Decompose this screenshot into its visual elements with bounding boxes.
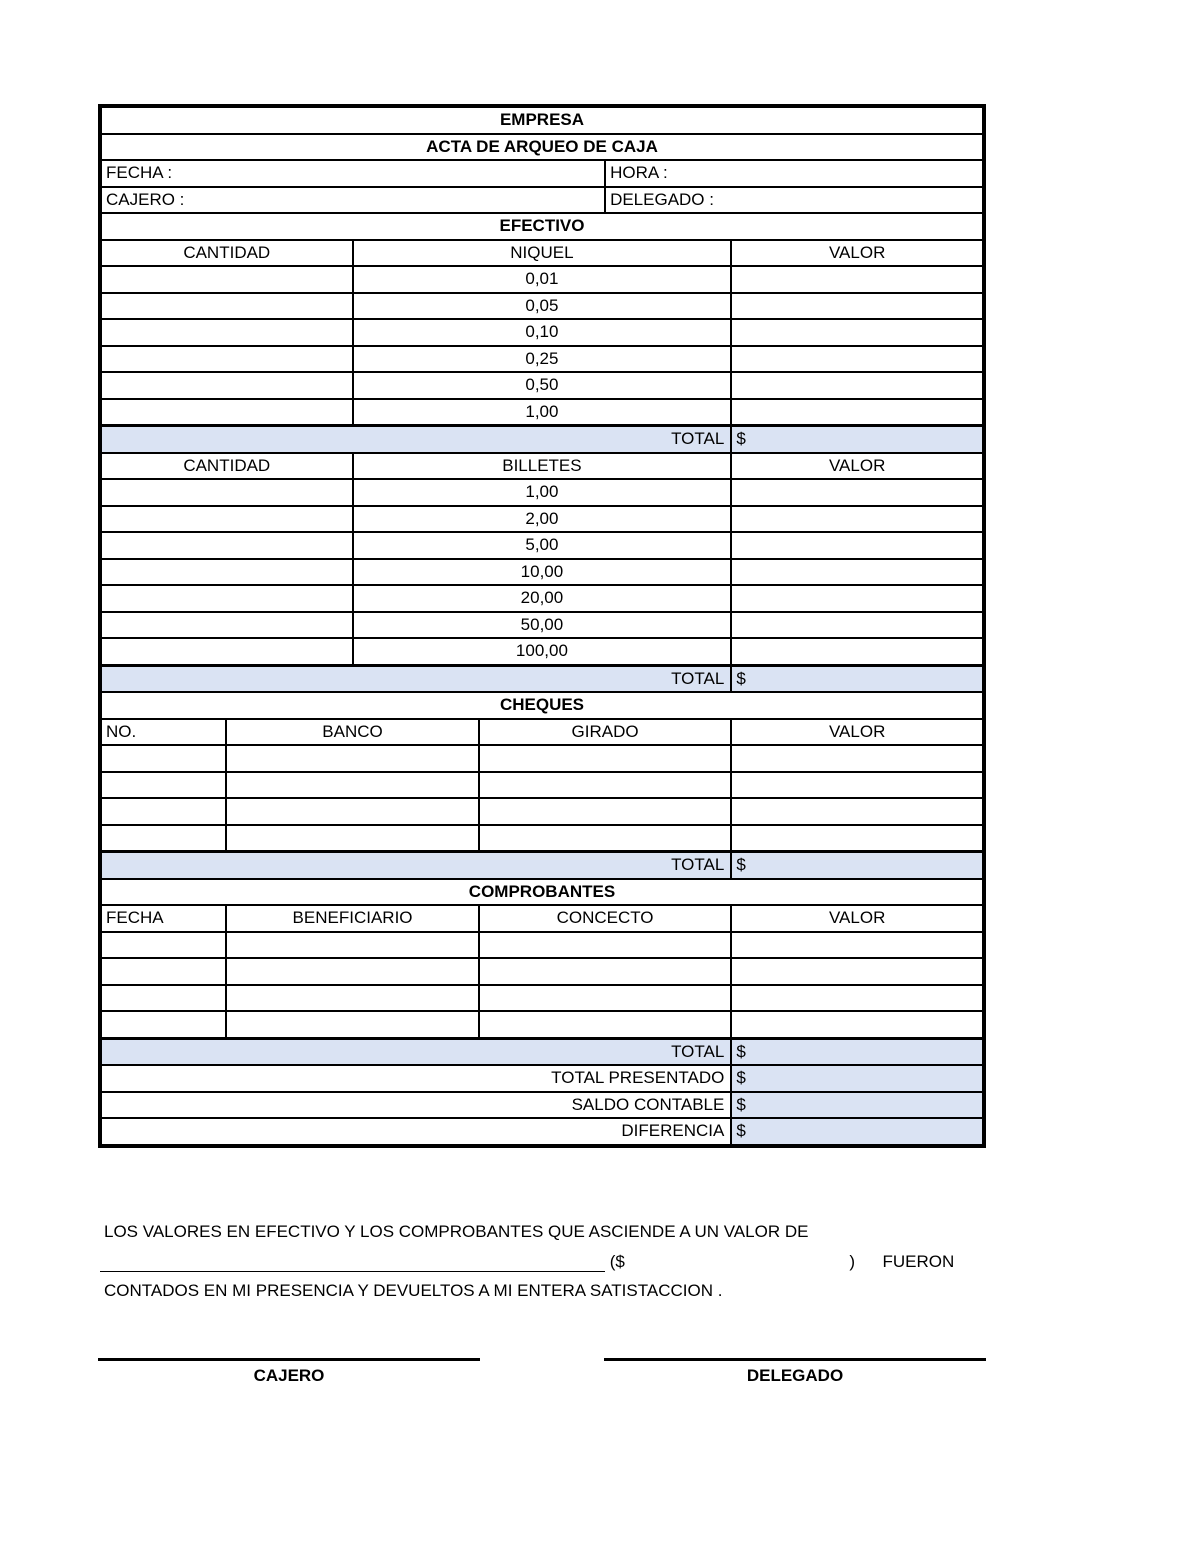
cheque-value-cell[interactable] bbox=[731, 825, 984, 852]
bills-header-quantity: CANTIDAD bbox=[100, 453, 353, 480]
bill-value-cell[interactable] bbox=[731, 585, 984, 612]
voucher-date-cell[interactable] bbox=[100, 985, 226, 1012]
voucher-beneficiary-cell[interactable] bbox=[226, 932, 479, 959]
cashier-signature-label: CAJERO bbox=[253, 1366, 325, 1385]
vouchers-header-value: VALOR bbox=[731, 905, 984, 932]
voucher-date-cell[interactable] bbox=[100, 958, 226, 985]
date-label: FECHA : bbox=[106, 163, 173, 183]
company-name: EMPRESA bbox=[100, 106, 984, 134]
delegate-signature-line[interactable] bbox=[604, 1358, 986, 1361]
voucher-beneficiary-cell[interactable] bbox=[226, 1011, 479, 1038]
cheque-value-cell[interactable] bbox=[731, 772, 984, 799]
coin-denomination: 0,50 bbox=[353, 372, 732, 399]
total-presented-amount[interactable]: $ bbox=[731, 1065, 984, 1092]
voucher-beneficiary-cell[interactable] bbox=[226, 985, 479, 1012]
section-title-comprobantes: COMPROBANTES bbox=[100, 879, 984, 906]
coins-header-denomination: NIQUEL bbox=[353, 240, 732, 267]
cashier-label: CAJERO : bbox=[106, 189, 185, 209]
bill-value-cell[interactable] bbox=[731, 479, 984, 506]
delegate-label: DELEGADO : bbox=[610, 189, 714, 209]
cheques-header-payee: GIRADO bbox=[479, 719, 732, 746]
book-balance-label: SALDO CONTABLE bbox=[100, 1092, 731, 1119]
cheques-total-amount[interactable]: $ bbox=[731, 852, 984, 879]
cheque-value-cell[interactable] bbox=[731, 745, 984, 772]
cheques-header-number: NO. bbox=[100, 719, 226, 746]
cheque-number-cell[interactable] bbox=[100, 798, 226, 825]
voucher-concept-cell[interactable] bbox=[479, 958, 732, 985]
coin-quantity-cell[interactable] bbox=[100, 319, 353, 346]
delegate-field[interactable] bbox=[605, 187, 984, 214]
total-presented-label: TOTAL PRESENTADO bbox=[100, 1065, 731, 1092]
voucher-concept-cell[interactable] bbox=[479, 932, 732, 959]
section-title-cheques: CHEQUES bbox=[100, 692, 984, 719]
voucher-value-cell[interactable] bbox=[731, 932, 984, 959]
cheque-payee-cell[interactable] bbox=[479, 745, 732, 772]
voucher-date-cell[interactable] bbox=[100, 932, 226, 959]
coin-value-cell[interactable] bbox=[731, 319, 984, 346]
bills-header-denomination: BILLETES bbox=[353, 453, 732, 480]
statement-line-1: LOS VALORES EN EFECTIVO Y LOS COMPROBANTES QUE ASCIENDE A UN VALOR DE bbox=[104, 1222, 809, 1241]
form-title: ACTA DE ARQUEO DE CAJA bbox=[100, 134, 984, 161]
cheques-header-value: VALOR bbox=[731, 719, 984, 746]
cheque-payee-cell[interactable] bbox=[479, 772, 732, 799]
coin-quantity-cell[interactable] bbox=[100, 293, 353, 320]
cheque-bank-cell[interactable] bbox=[226, 772, 479, 799]
cheque-number-cell[interactable] bbox=[100, 825, 226, 852]
bill-value-cell[interactable] bbox=[731, 612, 984, 639]
cheque-payee-cell[interactable] bbox=[479, 798, 732, 825]
bill-quantity-cell[interactable] bbox=[100, 532, 353, 559]
vouchers-total-amount[interactable]: $ bbox=[731, 1038, 984, 1065]
vouchers-total-label: TOTAL bbox=[100, 1038, 731, 1065]
section-title-efectivo: EFECTIVO bbox=[100, 213, 984, 240]
bill-quantity-cell[interactable] bbox=[100, 638, 353, 665]
bill-value-cell[interactable] bbox=[731, 506, 984, 533]
voucher-beneficiary-cell[interactable] bbox=[226, 958, 479, 985]
bill-value-cell[interactable] bbox=[731, 532, 984, 559]
bill-quantity-cell[interactable] bbox=[100, 506, 353, 533]
statement-line-3: CONTADOS EN MI PRESENCIA Y DEVUELTOS A MI ENTERA SATISTACCION . bbox=[104, 1281, 723, 1300]
bill-quantity-cell[interactable] bbox=[100, 612, 353, 639]
coin-value-cell[interactable] bbox=[731, 399, 984, 426]
coin-quantity-cell[interactable] bbox=[100, 399, 353, 426]
cheque-payee-cell[interactable] bbox=[479, 825, 732, 852]
difference-amount[interactable]: $ bbox=[731, 1118, 984, 1146]
bill-denomination: 10,00 bbox=[353, 559, 732, 586]
coin-value-cell[interactable] bbox=[731, 293, 984, 320]
bill-quantity-cell[interactable] bbox=[100, 479, 353, 506]
cheque-bank-cell[interactable] bbox=[226, 745, 479, 772]
coin-denomination: 0,10 bbox=[353, 319, 732, 346]
cashier-signature-line[interactable] bbox=[98, 1358, 480, 1361]
time-field[interactable] bbox=[605, 160, 984, 187]
bill-value-cell[interactable] bbox=[731, 638, 984, 665]
vouchers-header-date: FECHA bbox=[100, 905, 226, 932]
coin-denomination: 0,25 bbox=[353, 346, 732, 373]
coin-denomination: 0,01 bbox=[353, 266, 732, 293]
cheque-number-cell[interactable] bbox=[100, 745, 226, 772]
cheque-bank-cell[interactable] bbox=[226, 798, 479, 825]
amount-close: ) bbox=[849, 1252, 855, 1271]
coins-total-amount[interactable]: $ bbox=[731, 426, 984, 453]
coin-value-cell[interactable] bbox=[731, 372, 984, 399]
difference-label: DIFERENCIA bbox=[100, 1118, 731, 1146]
coin-denomination: 1,00 bbox=[353, 399, 732, 426]
voucher-value-cell[interactable] bbox=[731, 958, 984, 985]
voucher-value-cell[interactable] bbox=[731, 985, 984, 1012]
coin-denomination: 0,05 bbox=[353, 293, 732, 320]
voucher-concept-cell[interactable] bbox=[479, 1011, 732, 1038]
coins-total-label: TOTAL bbox=[100, 426, 731, 453]
statement-fueron: FUERON bbox=[882, 1252, 955, 1271]
bills-total-amount[interactable]: $ bbox=[731, 665, 984, 692]
voucher-concept-cell[interactable] bbox=[479, 985, 732, 1012]
cheques-total-label: TOTAL bbox=[100, 852, 731, 879]
coin-quantity-cell[interactable] bbox=[100, 346, 353, 373]
bill-denomination: 100,00 bbox=[353, 638, 732, 665]
bills-header-value: VALOR bbox=[731, 453, 984, 480]
bill-denomination: 20,00 bbox=[353, 585, 732, 612]
voucher-date-cell[interactable] bbox=[100, 1011, 226, 1038]
book-balance-amount[interactable]: $ bbox=[731, 1092, 984, 1119]
cheque-value-cell[interactable] bbox=[731, 798, 984, 825]
coin-quantity-cell[interactable] bbox=[100, 266, 353, 293]
cheques-header-bank: BANCO bbox=[226, 719, 479, 746]
bill-denomination: 5,00 bbox=[353, 532, 732, 559]
time-label: HORA : bbox=[610, 163, 668, 183]
voucher-value-cell[interactable] bbox=[731, 1011, 984, 1038]
cash-count-form bbox=[98, 104, 986, 1148]
bill-quantity-cell[interactable] bbox=[100, 585, 353, 612]
statement-line-2 bbox=[100, 1252, 954, 1272]
amount-blank[interactable] bbox=[100, 1253, 605, 1272]
coins-header-value: VALOR bbox=[731, 240, 984, 267]
coin-value-cell[interactable] bbox=[731, 346, 984, 373]
bill-value-cell[interactable] bbox=[731, 559, 984, 586]
coin-value-cell[interactable] bbox=[731, 266, 984, 293]
delegate-signature-label: DELEGADO bbox=[746, 1366, 844, 1385]
cashier-field[interactable] bbox=[100, 187, 605, 214]
vouchers-header-concept: CONCECTO bbox=[479, 905, 732, 932]
cheque-bank-cell[interactable] bbox=[226, 825, 479, 852]
date-field[interactable] bbox=[100, 160, 605, 187]
bill-quantity-cell[interactable] bbox=[100, 559, 353, 586]
amount-open: ($ bbox=[609, 1252, 625, 1271]
coins-header-quantity: CANTIDAD bbox=[100, 240, 353, 267]
coin-quantity-cell[interactable] bbox=[100, 372, 353, 399]
bill-denomination: 2,00 bbox=[353, 506, 732, 533]
bills-total-label: TOTAL bbox=[100, 665, 731, 692]
bill-denomination: 50,00 bbox=[353, 612, 732, 639]
cheque-number-cell[interactable] bbox=[100, 772, 226, 799]
vouchers-header-beneficiary: BENEFICIARIO bbox=[226, 905, 479, 932]
bill-denomination: 1,00 bbox=[353, 479, 732, 506]
